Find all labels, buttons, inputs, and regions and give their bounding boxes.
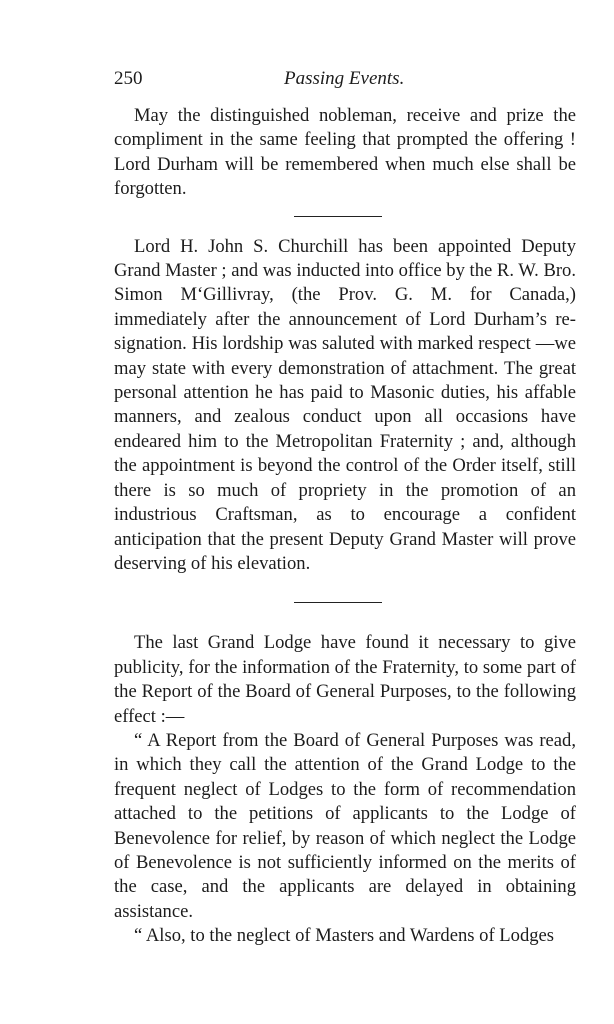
page-header: [114, 68, 574, 98]
paragraph-grand-lodge-report: The last Grand Lodge have found it necessary to give publicity, for the information of the Fraternity, to some part of the Report of the Board of General Purposes, to the following effect :—: [114, 632, 576, 727]
page-number: 250: [114, 68, 143, 89]
section-divider: [294, 216, 382, 217]
section-divider: [294, 602, 382, 603]
running-title: Passing Events.: [284, 68, 405, 89]
body-text: [114, 104, 576, 949]
paragraph-durham-tribute: May the distinguished nobleman, receive and prize the compliment in the same feeling that prompted the offering ! Lord Durham will be remembered when much else shall be forgotten.: [114, 105, 576, 200]
paragraph-masters-wardens: “ Also, to the neglect of Masters and Wardens of Lodges: [134, 925, 555, 947]
paragraph-deputy-grand-master: Lord H. John S. Churchill has been appointed Deputy Grand Master ; and was inducted into office by the R. W. Bro. Simon M‘Gillivray, (the Prov. G. M. for Canada,) immediately after the announcement of Lord Durham’s resignation. His lordship was saluted with marked respect —we may state with every demonstration of attachment. The great personal attention he has paid to Masonic duties, his affable manners, and zealous conduct upon all occasions have endeared him to the Metropolitan Fraternity ; and, although the appointment is beyond the control of the Order itself, still there is so much of propriety in the promotion of an industrious Craftsman, as to encourage a confident anticipation that the present Deputy Grand Master will prove deserving of his elevation.: [114, 235, 576, 574]
paragraph-report-quote: “ A Report from the Board of General Purposes was read, in which they call the attention of the Grand Lodge to the frequent neglect of Lodges to the form of recommendation attached to the petitions of applicants to the Lodge of Benevolence for relief, by reason of which neglect the Lodge of Benevolence is not sufficiently informed on the merits of the case, and the applicants are delayed in obtaining assistance.: [114, 729, 576, 922]
